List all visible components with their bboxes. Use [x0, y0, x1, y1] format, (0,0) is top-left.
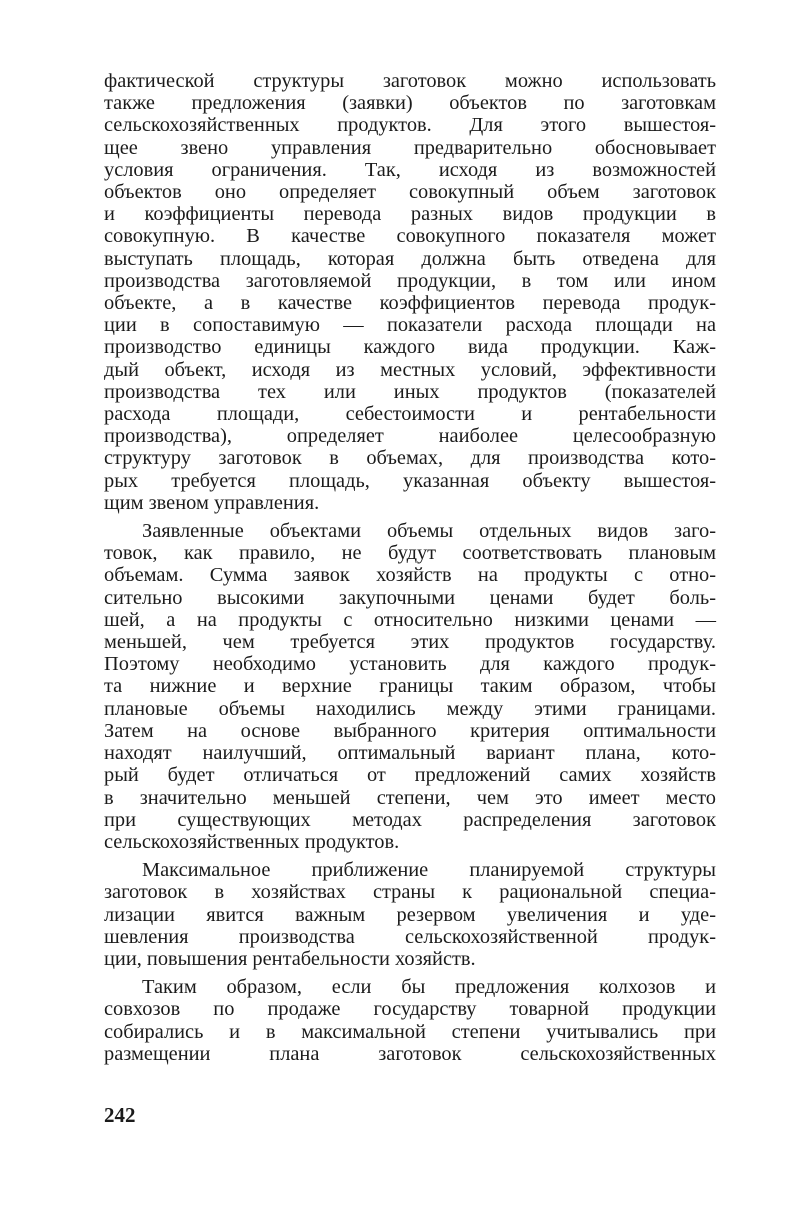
text-line: Заявленные объектами объемы отдельных видов заго-: [142, 520, 716, 543]
text-line: находят наилучший, оптимальный вариант плана, кото-: [104, 742, 716, 765]
text-line: также предложения (заявки) объектов по заготовкам: [104, 92, 716, 115]
text-line: в значительно меньшей степени, чем это имеет место: [104, 786, 716, 809]
body-text: [104, 70, 716, 1065]
page-number: 242: [104, 1103, 136, 1127]
text-line: рых требуется площадь, указанная объекту вышестоя-: [104, 469, 716, 492]
text-line: Таким образом, если бы предложения колхозов и: [142, 976, 716, 999]
text-line: собирались и в максимальной степени учитывались при: [104, 1020, 716, 1043]
text-line: фактической структуры заготовок можно использовать: [104, 70, 716, 92]
text-line: объекте, а в качестве коэффициентов перевода продук-: [104, 292, 716, 315]
text-line: объемам. Сумма заявок хозяйств на продукты с отно-: [104, 564, 716, 587]
text-line: Поэтому необходимо установить для каждого продук-: [104, 653, 716, 676]
text-line: щим звеном управления.: [104, 491, 320, 514]
text-line: и коэффициенты перевода разных видов продукции в: [104, 203, 716, 226]
text-line: совокупную. В качестве совокупного показателя может: [104, 225, 716, 248]
text-line: сельскохозяйственных продуктов.: [104, 830, 400, 853]
text-line: шевления производства сельскохозяйственной продук-: [104, 925, 716, 948]
paragraph: [104, 859, 716, 970]
text-line: меньшей, чем требуется этих продуктов государству.: [104, 631, 716, 654]
text-line: сительно высокими закупочными ценами будет боль-: [104, 586, 716, 609]
text-line: щее звено управления предварительно обосновывает: [104, 136, 716, 159]
text-line: заготовок в хозяйствах страны к рациональной специа-: [104, 881, 716, 904]
text-line: условия ограничения. Так, исходя из возможностей: [104, 158, 716, 181]
text-line: та нижние и верхние границы таким образом, чтобы: [104, 675, 716, 698]
text-line: совхозов по продаже государству товарной продукции: [104, 998, 716, 1021]
text-line: шей, а на продукты с относительно низкими ценами —: [104, 608, 716, 631]
text-line: при существующих методах распределения заготовок: [104, 808, 716, 831]
text-line: размещении плана заготовок сельскохозяйственных: [104, 1042, 716, 1065]
text-line: ции, повышения рентабельности хозяйств.: [104, 947, 476, 970]
text-line: сельскохозяйственных продуктов. Для этого вышестоя-: [104, 114, 716, 137]
text-line: рый будет отличаться от предложений самих хозяйств: [104, 764, 716, 787]
text-line: Максимальное приближение планируемой структуры: [142, 859, 716, 882]
text-line: производство единицы каждого вида продукции. Каж-: [104, 336, 716, 359]
text-line: производства заготовляемой продукции, в том или ином: [104, 269, 716, 292]
text-line: производства тех или иных продуктов (показателей: [104, 380, 716, 403]
text-line: ции в сопоставимую — показатели расхода площади на: [104, 314, 716, 337]
paragraph: [104, 976, 716, 1065]
paragraph: [104, 70, 716, 514]
text-line: выступать площадь, которая должна быть отведена для: [104, 247, 716, 270]
text-line: дый объект, исходя из местных условий, эффективности: [104, 358, 716, 381]
text-line: лизации явится важным резервом увеличения и уде-: [104, 903, 716, 926]
text-line: объектов оно определяет совокупный объем заготовок: [104, 181, 716, 204]
text-line: Затем на основе выбранного критерия оптимальности: [104, 719, 716, 742]
text-line: производства), определяет наиболее целесообразную: [104, 425, 716, 448]
text-line: расхода площади, себестоимости и рентабельности: [104, 403, 716, 426]
paragraph: [104, 520, 716, 853]
text-line: плановые объемы находились между этими границами.: [104, 697, 716, 720]
text-line: структуру заготовок в объемах, для производства кото-: [104, 447, 716, 470]
text-line: товок, как правило, не будут соответствовать плановым: [104, 542, 716, 565]
